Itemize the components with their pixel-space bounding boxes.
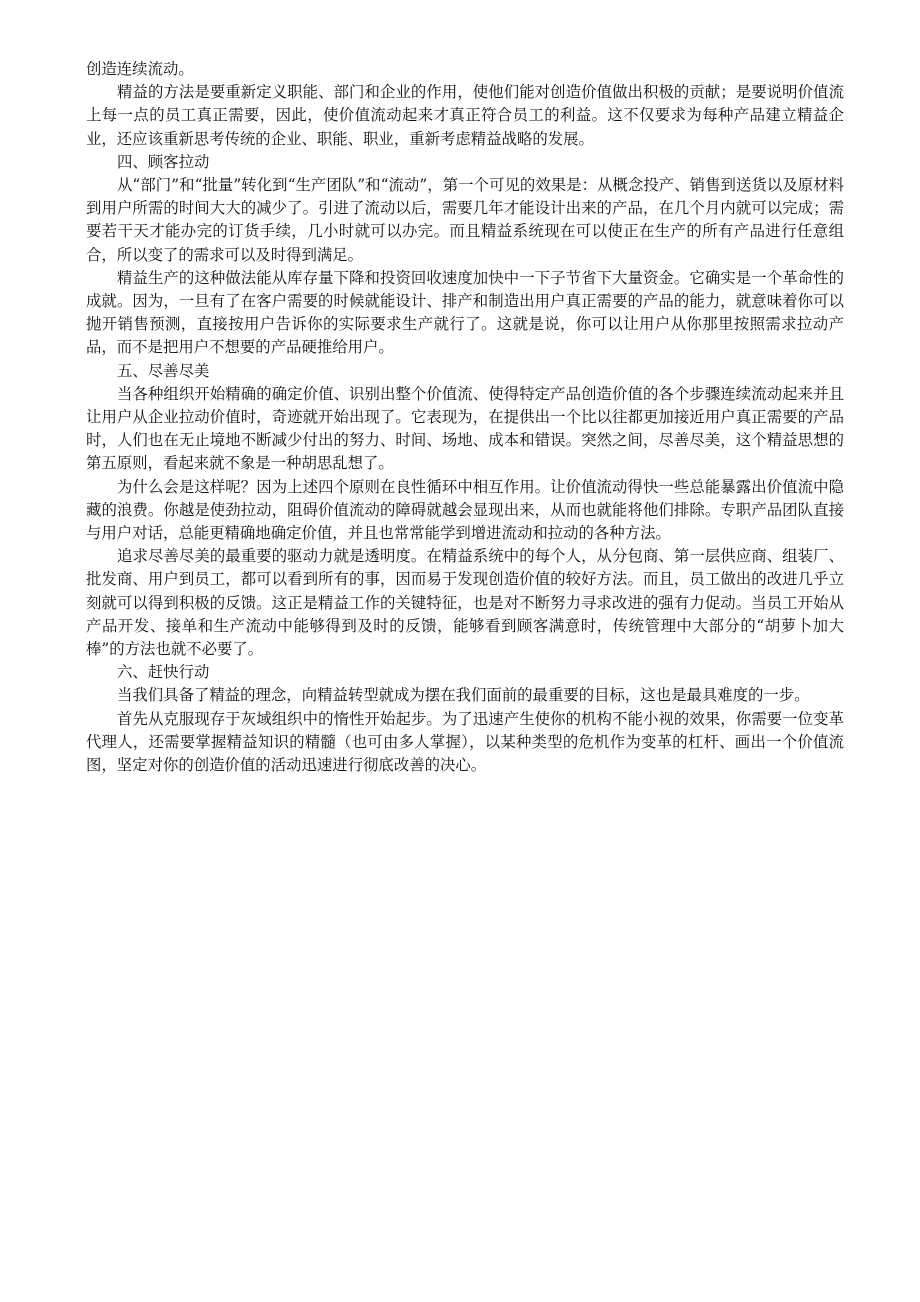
- paragraph-continuation: 创造连续流动。: [86, 60, 194, 78]
- paragraph-lean-method: 精益的方法是要重新定义职能、部门和企业的作用，使他们能对创造价值做出积极的贡献；是要说明价值流上每一点的员工真正需要，因此，使价值流动起来才真正符合员工的利益。这不仅要求为每种产品建立精益企业，还应该重新思考传统的企业、职能、职业，重新考虑精益战略的发展。: [86, 83, 844, 148]
- document-body: [86, 58, 844, 777]
- section-heading-act-now: 六、赶快行动: [117, 663, 210, 682]
- paragraph-transparency: 追求尽善尽美的最重要的驱动力就是透明度。在精益系统中的每个人，从分包商、第一层供应商、组装厂、批发商、用户到员工，都可以看到所有的事，因而易于发现创造价值的较好方法。而且，员工做出的改进几乎立刻就可以得到积极的反馈。这正是精益工作的关键特征，也是对不断努力寻求改进的强有力促动。当员工开始从产品开发、接单和生产流动中能够得到及时的反馈，能够看到顾客满意时，传统管理中大部分的“胡萝卜加大棒”的方法也就不必要了。: [86, 547, 844, 659]
- paragraph-first-steps: 首先从克服现存于灰域组织中的惰性开始起步。为了迅速产生使你的机构不能小视的效果，你需要一位变革代理人，还需要掌握精益知识的精髓（也可由多人掌握），以某种类型的危机作为变革的杠杆、画出一个价值流图，坚定对你的创造价值的活动迅速进行彻底改善的决心。: [86, 709, 844, 775]
- paragraph-pull-production: 精益生产的这种做法能从库存量下降和投资回收速度加快中一下子节省下大量资金。它确实是一个革命性的成就。因为，一旦有了在客户需要的时候就能设计、排产和制造出用户真正需要的产品的能力，就意味着你可以抛开销售预测，直接按用户告诉你的实际要求生产就行了。这就是说，你可以让用户从你那里按照需求拉动产品，而不是把用户不想要的产品硬推给用户。: [86, 268, 844, 357]
- paragraph-miracle: 当各种组织开始精确的确定价值、识别出整个价值流、使得特定产品创造价值的各个步骤连续流动起来并且让用户从企业拉动价值时，奇迹就开始出现了。它表现为，在提供出一个比以往都更加接近用户真正需要的产品时，人们也在无止境地不断减少付出的努力、时间、场地、成本和错误。突然之间，尽善尽美，这个精益思想的第五原则，看起来就不象是一种胡思乱想了。: [86, 384, 844, 473]
- paragraph-virtuous-cycle: 为什么会是这样呢？因为上述四个原则在良性循环中相互作用。让价值流动得快一些总能暴露出价值流中隐藏的浪费。你越是使劲拉动，阻碍价值流动的障碍就越会显现出来，从而也就能将他们排除。专职产品团队直接与用户对话，总能更精确地确定价值，并且也常常能学到增进流动和拉动的各种方法。: [86, 477, 844, 543]
- section-heading-perfection: 五、尽善尽美: [117, 361, 210, 380]
- section-heading-customer-pull: 四、顾客拉动: [117, 152, 210, 171]
- paragraph-lean-transition: 当我们具备了精益的理念，向精益转型就成为摆在我们面前的最重要的目标，这也是最具难度的一步。: [117, 686, 810, 705]
- paragraph-flow-effect: 从“部门”和“批量”转化到“生产团队”和“流动”，第一个可见的效果是：从概念投产、销售到送货以及原材料到用户所需的时间大大的减少了。引进了流动以后，需要几年才能设计出来的产品，在几个月内就可以完成；需要若干天才能办完的订货手续，几小时就可以办完。而且精益系统现在可以使正在生产的所有产品进行任意组合，所以变了的需求可以及时得到满足。: [86, 176, 844, 264]
